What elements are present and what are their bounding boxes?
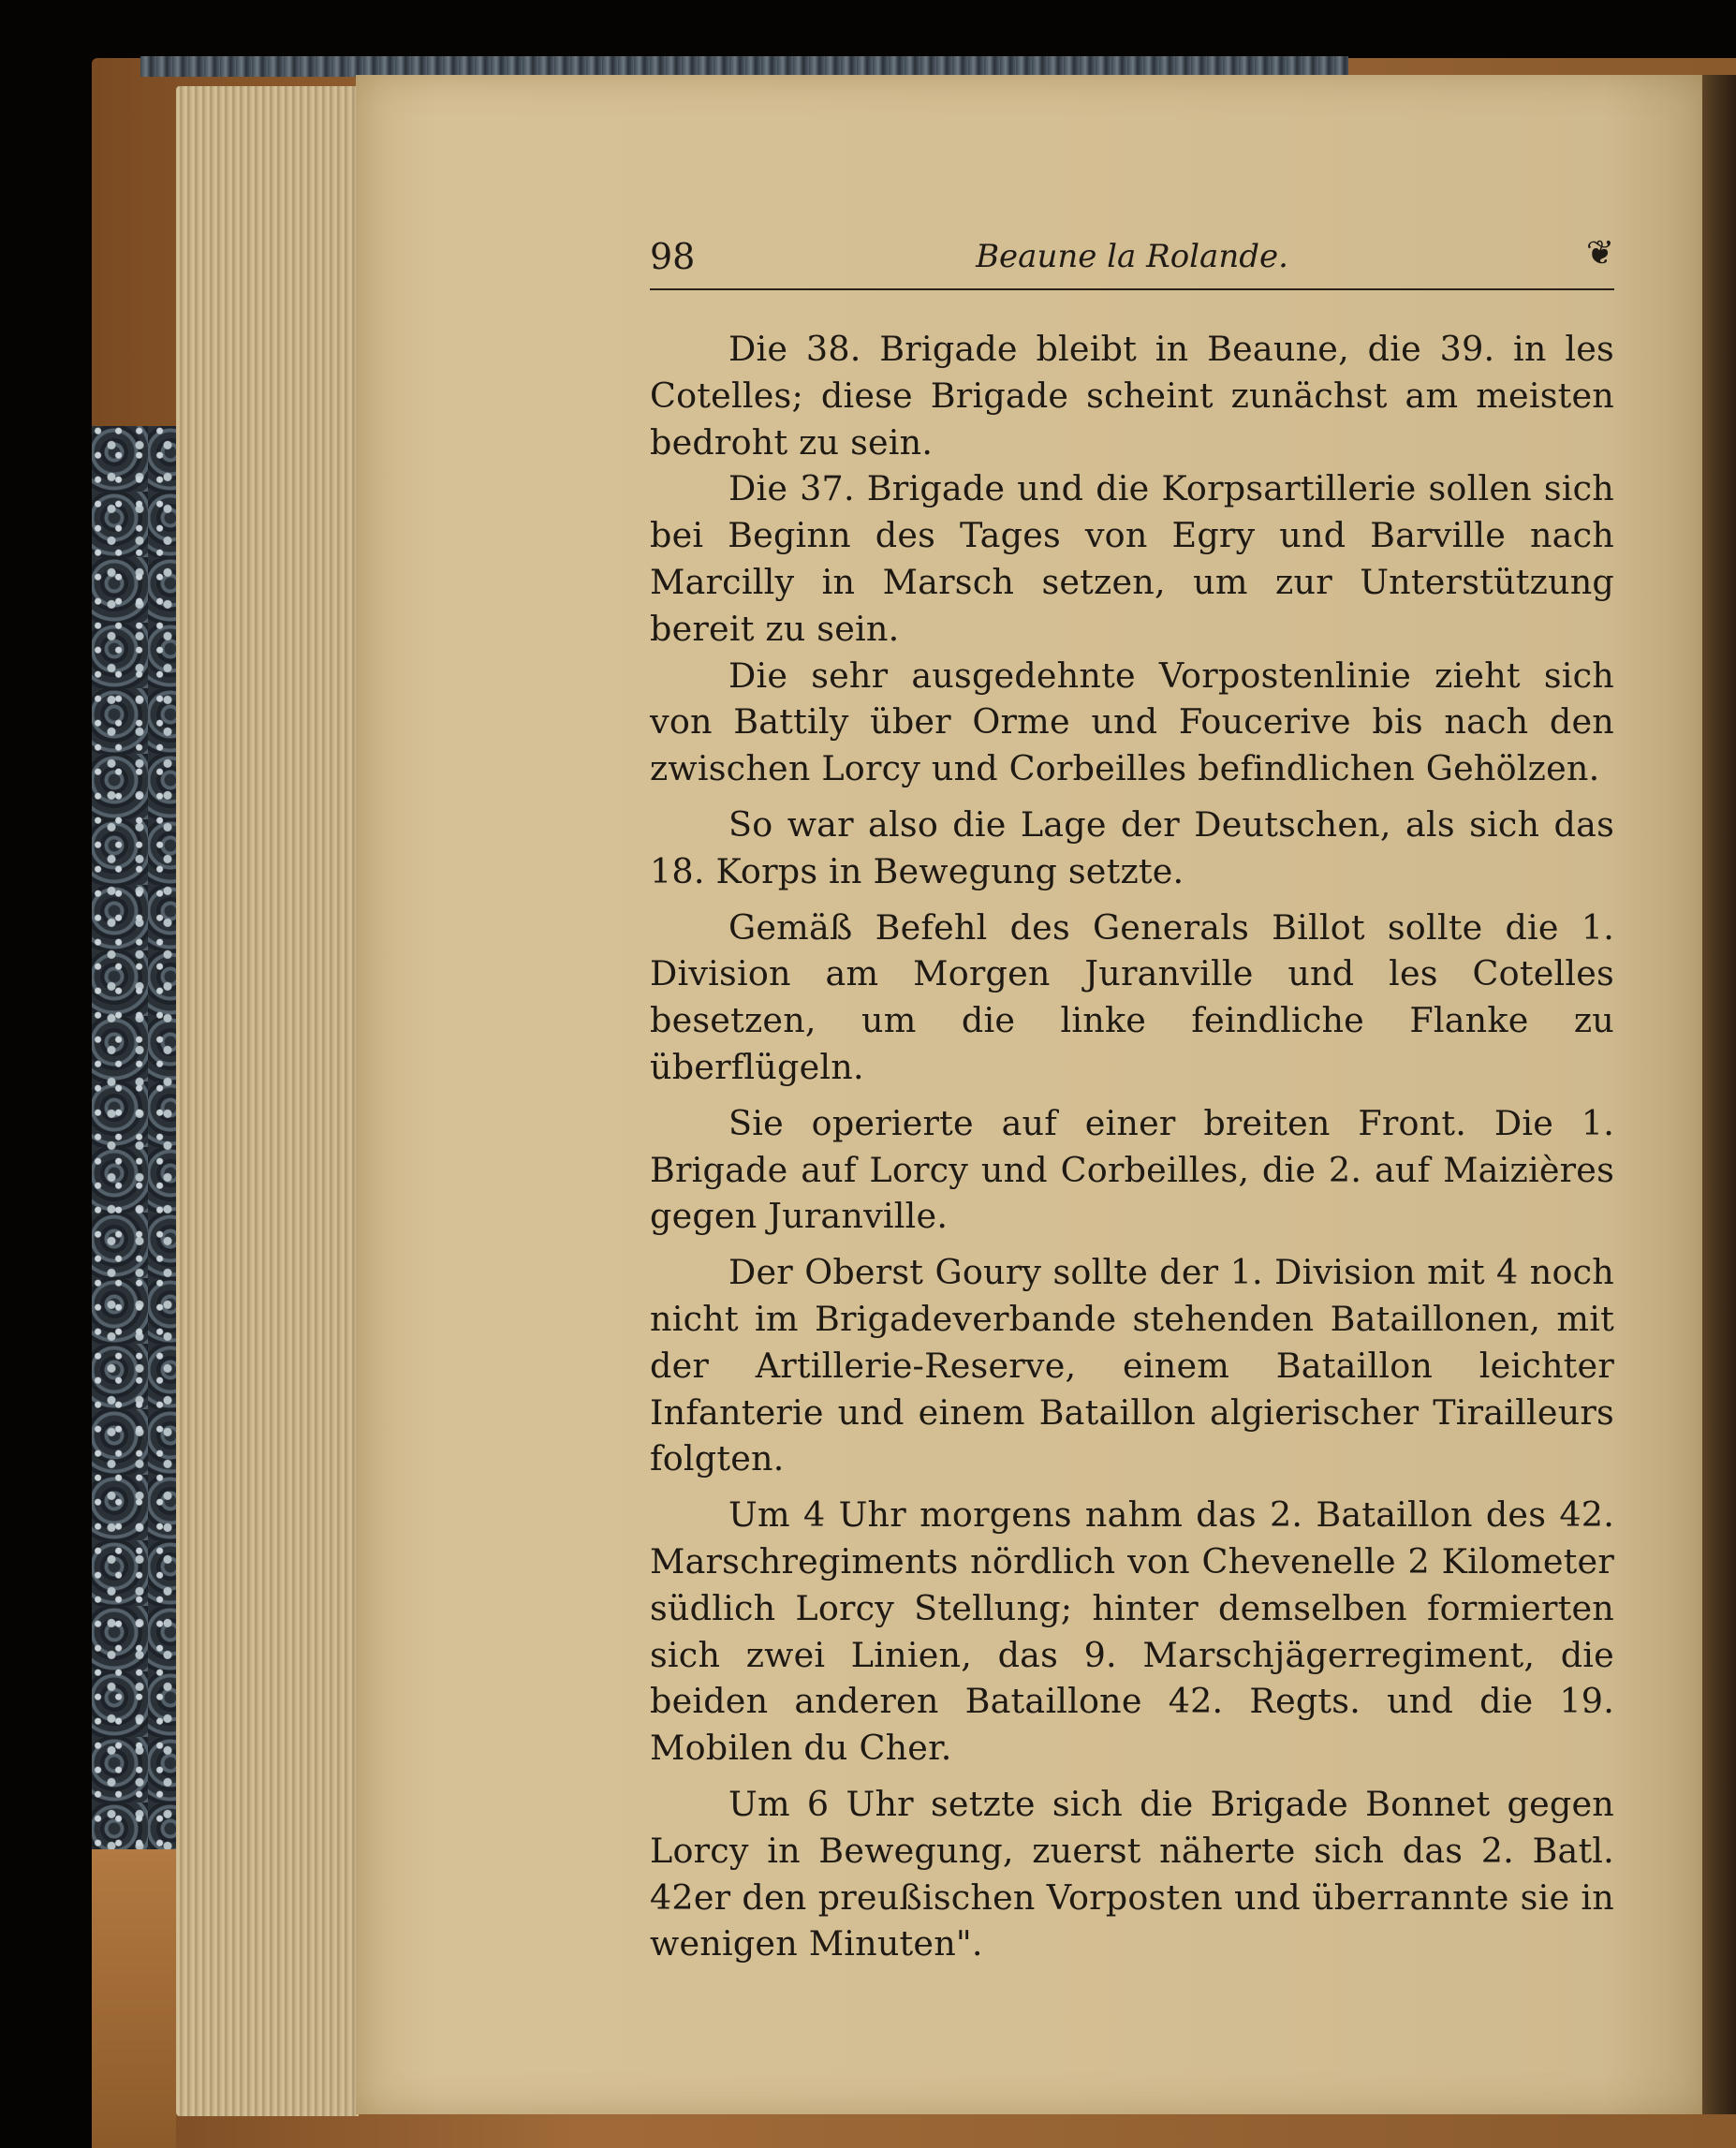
body-text	[650, 326, 1614, 1967]
paragraph: Um 6 Uhr setzte sich die Brigade Bonnet gegen Lorcy in Bewegung, zuerst näherte sich das 2. Batl. 42er den preußischen Vorposten und überrannte sie in wenigen Minuten".	[650, 1783, 1614, 1964]
paragraph: Gemäß Befehl des Generals Billot sollte die 1. Division am Morgen Juranville und les Cotelles besetzen, um die linke feindliche Flanke zu überflügeln.	[650, 906, 1614, 1087]
paragraph: So war also die Lage der Deutschen, als sich das 18. Korps in Bewegung setzte.	[650, 803, 1614, 891]
running-title: Beaune la Rolande.	[976, 238, 1288, 275]
paragraph: Die sehr ausgedehnte Vorpostenlinie zieht sich von Battily über Orme und Foucerive bis nach den zwischen Lorcy und Corbeilles befindlichen Gehölzen.	[650, 655, 1614, 789]
running-head	[650, 232, 1614, 290]
book-headband	[140, 56, 1348, 77]
leather-corner	[92, 1849, 176, 2148]
ornament-icon: ❦	[1585, 234, 1614, 272]
paragraph: Der Oberst Goury sollte der 1. Division mit 4 noch nicht im Brigadeverbande stehenden Bataillonen, mit der Artillerie-Reserve, einem Bataillon leichter Infanterie und einem Bataillon algierischer Tirailleurs folgten.	[650, 1252, 1614, 1479]
paragraph: Die 37. Brigade und die Korpsartillerie sollen sich bei Beginn des Tages von Egry und Barville nach Marcilly in Marsch setzen, um zur Unterstützung bereit zu sein.	[650, 468, 1614, 649]
paragraph: Die 38. Brigade bleibt in Beaune, die 39. in les Cotelles; diese Brigade scheint zunächst am meisten bedroht zu sein.	[650, 329, 1614, 463]
page-stack-edge	[176, 86, 359, 2116]
paragraph: Sie operierte auf einer breiten Front. Die 1. Brigade auf Lorcy und Corbeilles, die 2. auf Maizières gegen Juranville.	[650, 1102, 1614, 1237]
page-number: 98	[650, 236, 696, 277]
page-gutter	[1702, 75, 1736, 2114]
paragraph: Um 4 Uhr morgens nahm das 2. Bataillon des 42. Marschregiments nördlich von Chevenelle 2 Kilometer südlich Lorcy Stellung; hinter demselben formierten sich zwei Linien, das 9. Marschjägerregiment, die beiden anderen Bataillone 42. Regts. und die 19. Mobilen du Cher.	[650, 1494, 1614, 1769]
marbled-cover-paper	[92, 426, 176, 1849]
